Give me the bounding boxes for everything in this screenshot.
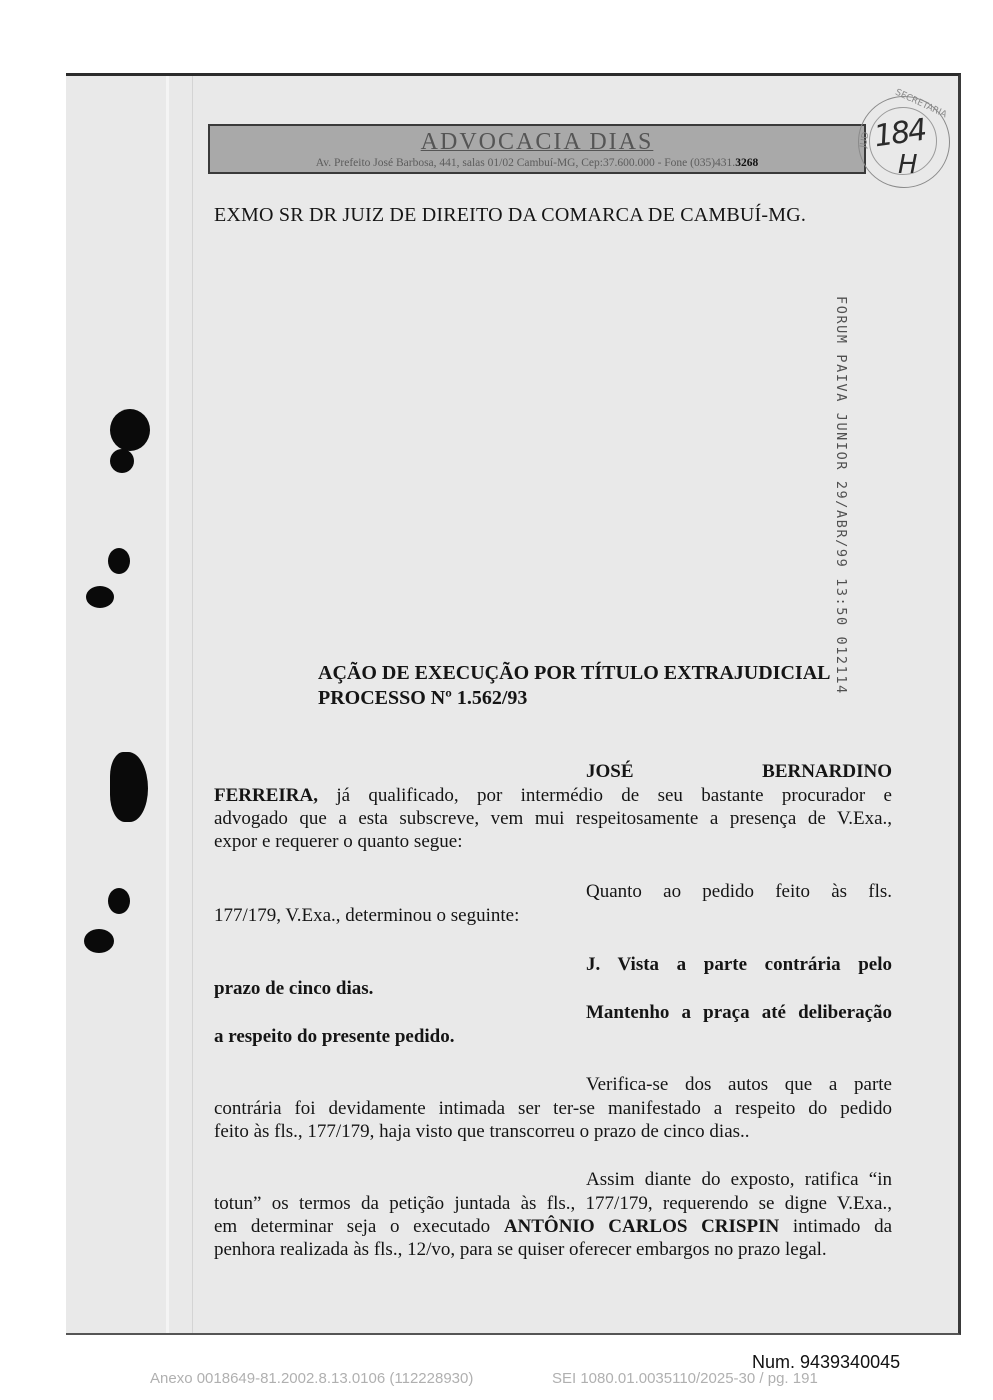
petitioner-middle-name: BERNARDINO: [762, 761, 892, 782]
paragraph-4-line-3: [214, 1215, 892, 1238]
page-fold-shadow: [192, 76, 193, 1333]
paragraph-3-line-2: contrária foi devidamente intimada ser ter-se manifestado a respeito do pedido: [214, 1098, 892, 1119]
paragraph-4-line-1: Assim diante do exposto, ratifica “in: [586, 1169, 892, 1190]
punch-hole: [110, 752, 148, 822]
seal-text-top: SECRETARIA: [893, 87, 949, 121]
paragraph-2-line-1: Quanto ao pedido feito às fls.: [586, 881, 892, 902]
executed-party-name: ANTÔNIO CARLOS CRISPIN: [503, 1216, 780, 1237]
punch-hole: [110, 449, 134, 473]
punch-hole: [110, 409, 150, 451]
paragraph-1-line-2: [214, 784, 892, 807]
paragraph-4-line-3-post: intimado da: [779, 1216, 892, 1237]
paragraph-1-line-3: advogado que a esta subscreve, vem mui respeitosamente a presença de V.Exa.,: [214, 808, 892, 829]
paragraph-3-line-1: Verifica-se dos autos que a parte: [586, 1074, 892, 1095]
petitioner-last-name: FERREIRA,: [214, 785, 318, 806]
case-heading-title: AÇÃO DE EXECUÇÃO POR TÍTULO EXTRAJUDICIAL: [318, 662, 831, 684]
page-fold-line: [166, 76, 169, 1333]
quoted-order-line-4: a respeito do presente pedido.: [214, 1026, 455, 1047]
letterhead-address-text: Av. Prefeito José Barbosa, 441, salas 01/02 Cambuí-MG, Cep:37.600.000 - Fone (035)431.: [315, 157, 736, 169]
addressee-line: EXMO SR DR JUIZ DE DIREITO DA COMARCA DE CAMBUÍ-MG.: [214, 204, 807, 226]
quoted-order-line-1: J. Vista a parte contrária pelo: [586, 954, 892, 975]
paragraph-4-line-3-pre: em determinar seja o executado: [214, 1216, 504, 1237]
paragraph-2-line-2: 177/179, V.Exa., determinou o seguinte:: [214, 905, 520, 926]
quoted-order-line-2: prazo de cinco dias.: [214, 978, 374, 999]
paragraph-3-line-3: feito às fls., 177/179, haja visto que transcorreu o prazo de cinco dias..: [214, 1121, 750, 1142]
letterhead-address: [210, 157, 864, 169]
document-number: Num. 9439340045: [752, 1352, 901, 1372]
punch-hole: [108, 888, 130, 914]
punch-hole: [86, 586, 114, 608]
paragraph-4-line-2: totun” os termos da petição juntada às fls., 177/179, requerendo se digne V.Exa.,: [214, 1193, 892, 1214]
quoted-order-line-3: Mantenho a praça até deliberação: [586, 1002, 892, 1023]
letterhead-title: ADVOCACIA DIAS: [420, 129, 654, 155]
punch-hole: [84, 929, 114, 953]
seal-text-side: JUD: [858, 131, 872, 149]
footer-sei-reference: SEI 1080.01.0035110/2025-30 / pg. 191: [552, 1370, 818, 1387]
petitioner-name-line: [586, 760, 892, 783]
footer-anexo-reference: Anexo 0018649-81.2002.8.13.0106 (112228930): [150, 1370, 474, 1387]
case-process-number: PROCESSO Nº 1.562/93: [318, 687, 528, 709]
handwritten-initials: H: [898, 150, 918, 180]
letterhead-phone-suffix: 3268: [735, 157, 759, 169]
paragraph-4-line-4: penhora realizada às fls., 12/vo, para se quiser oferecer embargos no prazo legal.: [214, 1239, 827, 1260]
receipt-stamp: FORUM PAIVA JUNIOR 29/ABR/99 13:50 012114: [833, 296, 849, 695]
letterhead: [208, 124, 866, 174]
scanned-page: [66, 73, 961, 1335]
handwritten-page-number: 184: [871, 112, 928, 155]
punch-hole: [108, 548, 130, 574]
paragraph-1-line-4: expor e requerer o quanto segue:: [214, 831, 463, 852]
paragraph-1-line-2-text: já qualificado, por intermédio de seu bastante procurador e: [317, 785, 892, 806]
petitioner-first-name: JOSÉ: [586, 761, 634, 782]
